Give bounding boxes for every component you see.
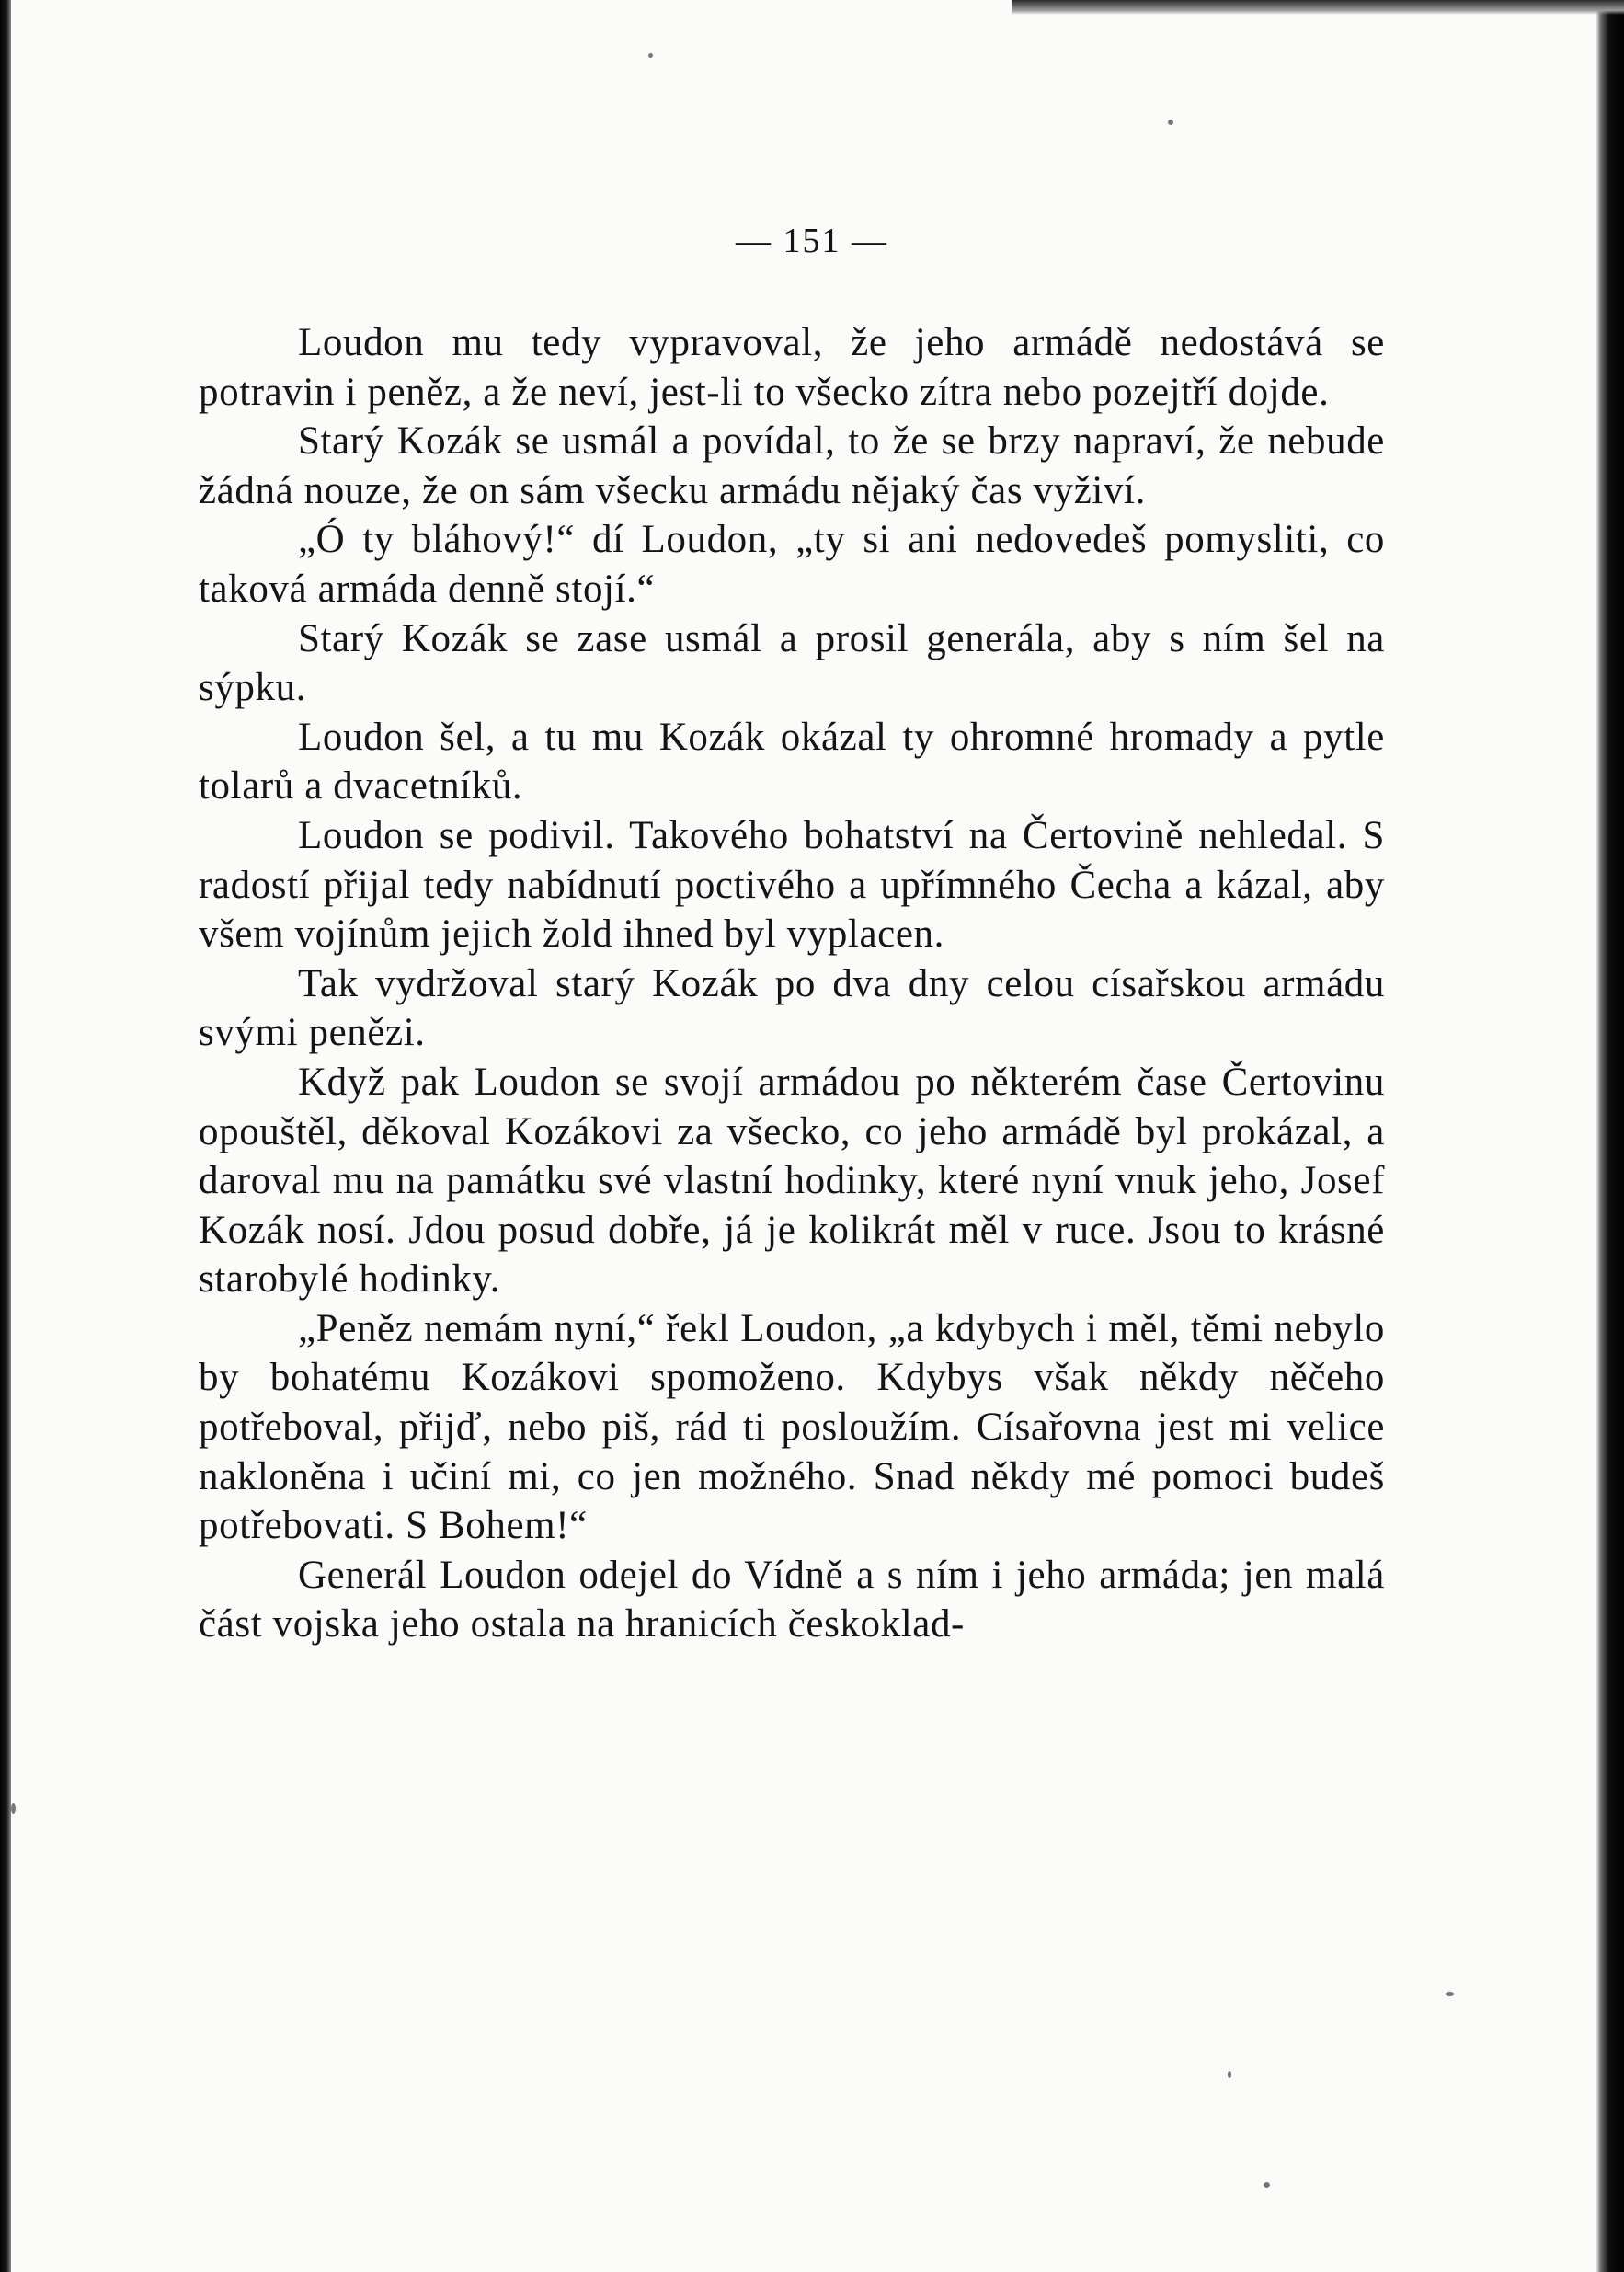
- paragraph: Když pak Loudon se svojí armádou po některém čase Čertovinu opouštěl, děkoval Kozákovi za všecko, co jeho armádě byl prokázal, a daroval mu na památku své vlastní hodinky, které nyní vnuk jeho, Josef Kozák nosí. Jdou posud dobře, já je kolikrát měl v ruce. Jsou to krásné starobylé hodinky.: [199, 1060, 1385, 1302]
- scan-border-top: [1012, 0, 1624, 15]
- paragraph: Generál Loudon odejel do Vídně a s ním i jeho armáda; jen malá část vojska jeho ostala na hranicích českoklad-: [199, 1553, 1385, 1647]
- page-number: — 151 —: [736, 222, 888, 260]
- paragraph: Tak vydržoval starý Kozák po dva dny celou císařskou armádu svými penězi.: [199, 961, 1385, 1055]
- paragraph: Starý Kozák se usmál a povídal, to že se brzy napraví, že nebude žádná nouze, že on sám všecku armádu nějaký čas vyživí.: [199, 419, 1385, 512]
- scan-border-right: [1596, 0, 1624, 2272]
- body-text: [199, 318, 1385, 1649]
- paragraph: Loudon šel, a tu mu Kozák okázal ty ohromné hromady a pytle tolarů a dvacetníků.: [199, 715, 1385, 809]
- scan-border-left: [0, 0, 11, 2272]
- paragraph: Loudon se podivil. Takového bohatství na Čertovině nehledal. S radostí přijal tedy nabídnutí poctivého a upřímného Čecha a kázal, aby všem vojínům jejich žold ihned byl vyplacen.: [199, 813, 1385, 957]
- paragraph: „Peněz nemám nyní,“ řekl Loudon, „a kdybych i měl, těmi nebylo by bohatému Kozákovi spomoženo. Kdybys však někdy něčeho potřeboval, přijď, nebo piš, rád ti posloužím. Císařovna jest mi velice nakloněna i učiní mi, co jen možného. Snad někdy mé pomoci budeš potřebovati. S Bohem!“: [199, 1306, 1385, 1548]
- paragraph: Loudon mu tedy vypravoval, že jeho armádě nedostává se potravin i peněz, a že neví, jest-li to všecko zítra nebo pozejtří dojde.: [199, 321, 1385, 414]
- paragraph: Starý Kozák se zase usmál a prosil generála, aby s ním šel na sýpku.: [199, 616, 1385, 710]
- paragraph: „Ó ty bláhový!“ dí Loudon, „ty si ani nedovedeš pomysliti, co taková armáda denně stojí.“: [199, 518, 1385, 611]
